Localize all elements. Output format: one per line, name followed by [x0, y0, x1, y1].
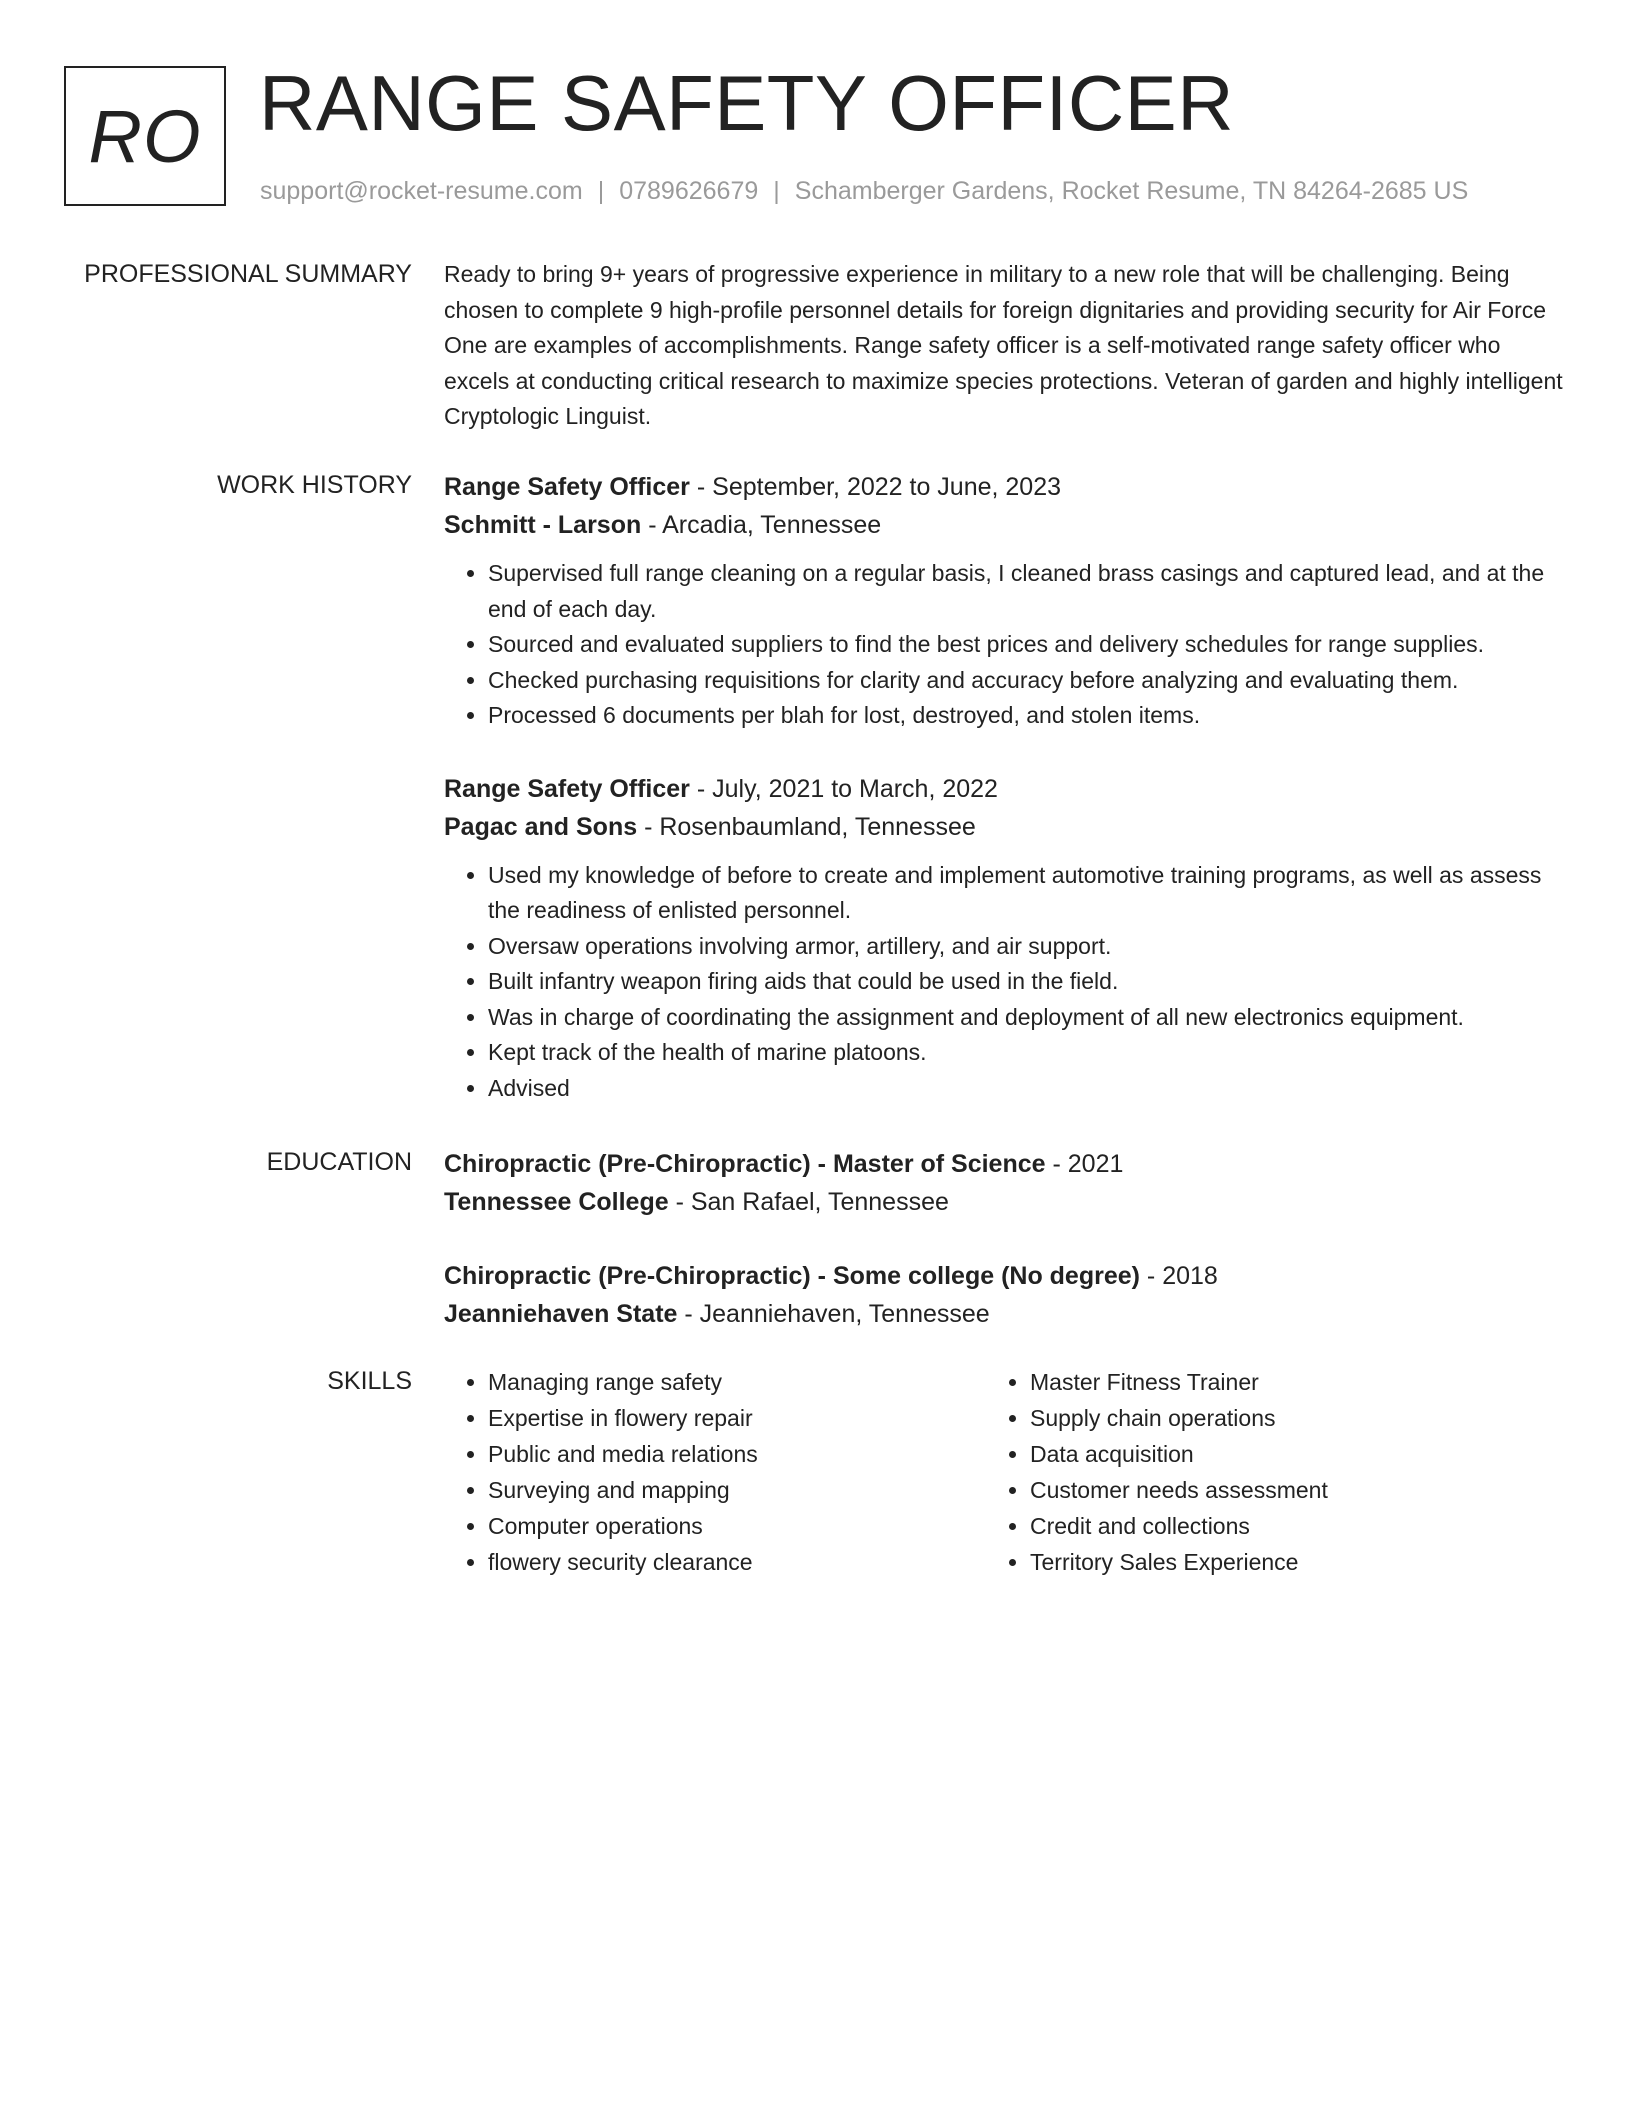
job-company: Pagac and Sons [444, 812, 638, 841]
job-bullets [444, 858, 1564, 1107]
skills-body [444, 1364, 1564, 1580]
job-location: - Arcadia, Tennessee [641, 511, 882, 539]
summary-label: PROFESSIONAL SUMMARY [84, 260, 412, 288]
list-item: • Built infantry weapon firing aids that could be used in the field. [488, 964, 1564, 1000]
job-title-line [444, 770, 1564, 808]
skill-item: • Expertise in flowery repair [488, 1400, 988, 1436]
job-company: Schmitt - Larson [444, 511, 642, 539]
education-school-line [444, 1183, 1564, 1221]
job-entry [444, 770, 1564, 1107]
education-label: EDUCATION [266, 1148, 412, 1176]
contact-line [260, 176, 1468, 206]
education-school: Tennessee College [444, 1188, 669, 1216]
list-item: • Kept track of the health of marine platoons. [488, 1035, 1564, 1071]
work-history-label: WORK HISTORY [217, 471, 412, 499]
contact-email[interactable]: support@rocket-resume.com [260, 177, 583, 205]
education-body [444, 1145, 1564, 1369]
contact-address: Schamberger Gardens, Rocket Resume, TN 84264-2685 US [794, 177, 1469, 205]
skill-item: • Surveying and mapping [488, 1472, 988, 1508]
contact-separator: | [597, 177, 605, 205]
education-degree: Chiropractic (Pre-Chiropractic) - Some college (No degree) [444, 1262, 1140, 1290]
skills-list-right [986, 1364, 1530, 1580]
education-degree: Chiropractic (Pre-Chiropractic) - Master of Science [444, 1150, 1046, 1178]
skill-item: • Supply chain operations [1030, 1400, 1530, 1436]
list-item: • Checked purchasing requisitions for clarity and accuracy before analyzing and evaluating them. [488, 663, 1564, 699]
education-school-line [444, 1295, 1564, 1333]
monogram-badge [64, 66, 226, 206]
job-dates: - September, 2022 to June, 2023 [689, 473, 1062, 501]
education-location: - Jeanniehaven, Tennessee [677, 1300, 990, 1328]
skill-item: • Customer needs assessment [1030, 1472, 1530, 1508]
job-entry [444, 468, 1564, 734]
job-company-line [444, 506, 1564, 544]
skills-list-left [444, 1364, 988, 1580]
summary-text: Ready to bring 9+ years of progressive experience in military to a new role that will be challenging. Being chosen to complete 9 high-profile personnel details for foreign dignitaries and providing security for Air Force One are examples of accomplishments. Range safety officer is a self-motivated range safety officer who excels at conducting critical research to maximize species protections. Veteran of garden and highly intelligent Cryptologic Linguist. [444, 261, 1563, 429]
education-degree-line [444, 1257, 1564, 1295]
education-degree-line [444, 1145, 1564, 1183]
skill-item: • Credit and collections [1030, 1508, 1530, 1544]
job-dates: - July, 2021 to March, 2022 [689, 774, 998, 803]
list-item: • Advised [488, 1071, 1564, 1107]
education-entry [444, 1145, 1564, 1221]
list-item: • Was in charge of coordinating the assignment and deployment of all new electronics equipment. [488, 1000, 1564, 1036]
contact-phone[interactable]: 0789626679 [619, 177, 759, 205]
skills-columns [444, 1364, 1564, 1580]
education-entry [444, 1257, 1564, 1333]
job-bullets [444, 556, 1564, 734]
skill-item: • Data acquisition [1030, 1436, 1530, 1472]
skills-label: SKILLS [327, 1367, 412, 1395]
skill-item: • Territory Sales Experience [1030, 1544, 1530, 1580]
job-location: - Rosenbaumland, Tennessee [637, 812, 976, 841]
job-title: Range Safety Officer [444, 473, 690, 501]
education-location: - San Rafael, Tennessee [668, 1188, 949, 1216]
summary-body [444, 257, 1564, 435]
skill-item: • Master Fitness Trainer [1030, 1364, 1530, 1400]
contact-separator: | [773, 177, 780, 205]
resume-title: RANGE SAFETY OFFICER [259, 59, 1235, 147]
skill-item: • Managing range safety [488, 1364, 988, 1400]
list-item: • Sourced and evaluated suppliers to find the best prices and delivery schedules for range supplies. [488, 627, 1564, 663]
education-year: - 2018 [1139, 1262, 1218, 1290]
list-item: • Used my knowledge of before to create and implement automotive training programs, as well as assess the readiness of enlisted personnel. [488, 858, 1564, 929]
monogram-text: RO [88, 94, 202, 178]
skill-item: • Public and media relations [488, 1436, 988, 1472]
job-title-line [444, 468, 1564, 506]
work-history-body [444, 468, 1564, 1142]
skill-item: • Computer operations [488, 1508, 988, 1544]
list-item: • Processed 6 documents per blah for lost, destroyed, and stolen items. [488, 698, 1564, 734]
skill-item: • flowery security clearance [488, 1544, 988, 1580]
list-item: • Oversaw operations involving armor, artillery, and air support. [488, 929, 1564, 965]
education-school: Jeanniehaven State [444, 1300, 678, 1328]
education-year: - 2021 [1045, 1150, 1124, 1178]
job-title: Range Safety Officer [444, 774, 690, 803]
job-company-line [444, 808, 1564, 846]
list-item: • Supervised full range cleaning on a regular basis, I cleaned brass casings and captured lead, and at the end of each day. [488, 556, 1564, 627]
